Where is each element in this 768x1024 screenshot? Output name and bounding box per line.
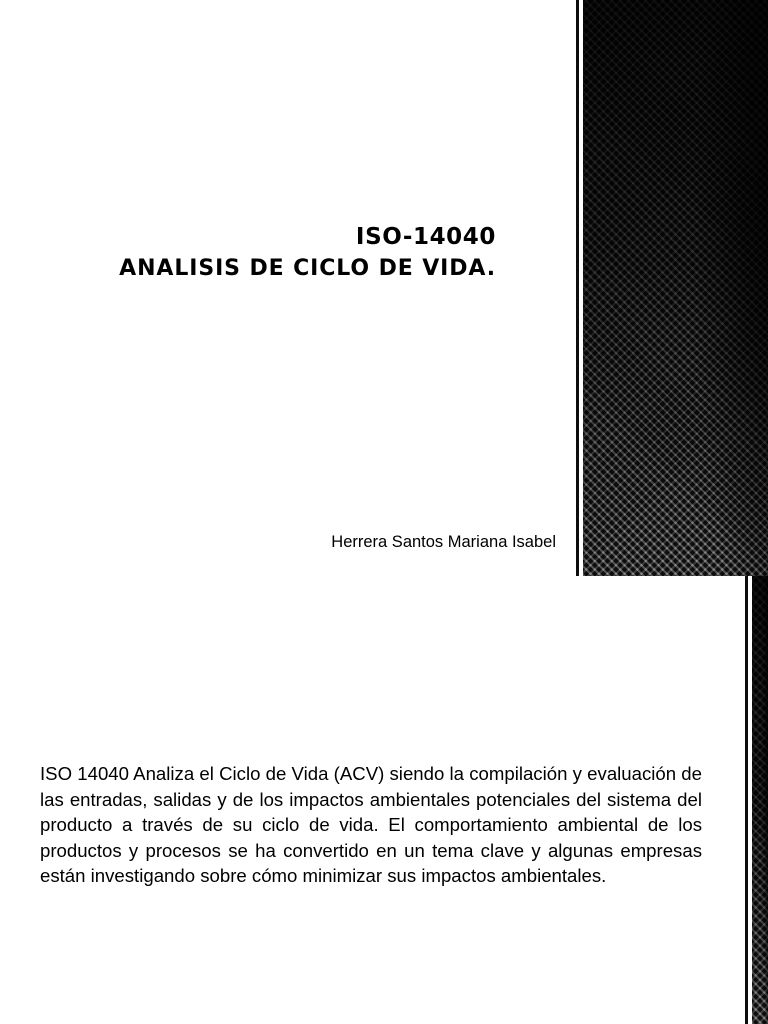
- panel-divider-stripe: [745, 576, 748, 1024]
- carbon-fiber-panel: [583, 0, 768, 576]
- carbon-fiber-panel: [752, 576, 768, 1024]
- slide-title: [119, 222, 496, 284]
- panel-divider-stripe: [576, 0, 579, 576]
- body-paragraph: ISO 14040 Analiza el Ciclo de Vida (ACV) siendo la compilación y evaluación de las entradas, salidas y de los impactos ambientales potenciales del sistema del producto a través de su ciclo de vida. El comportamiento ambiental de los productos y procesos se ha convertido en un tema clave y algunas empresas están investigando sobre cómo minimizar sus impactos ambientales.: [40, 763, 702, 887]
- title-line-1: ISO-14040: [355, 224, 496, 250]
- author-name: Herrera Santos Mariana Isabel: [331, 533, 556, 551]
- title-line-2: ANALISIS DE CICLO DE VIDA.: [119, 256, 496, 281]
- content-slide: [0, 576, 768, 1024]
